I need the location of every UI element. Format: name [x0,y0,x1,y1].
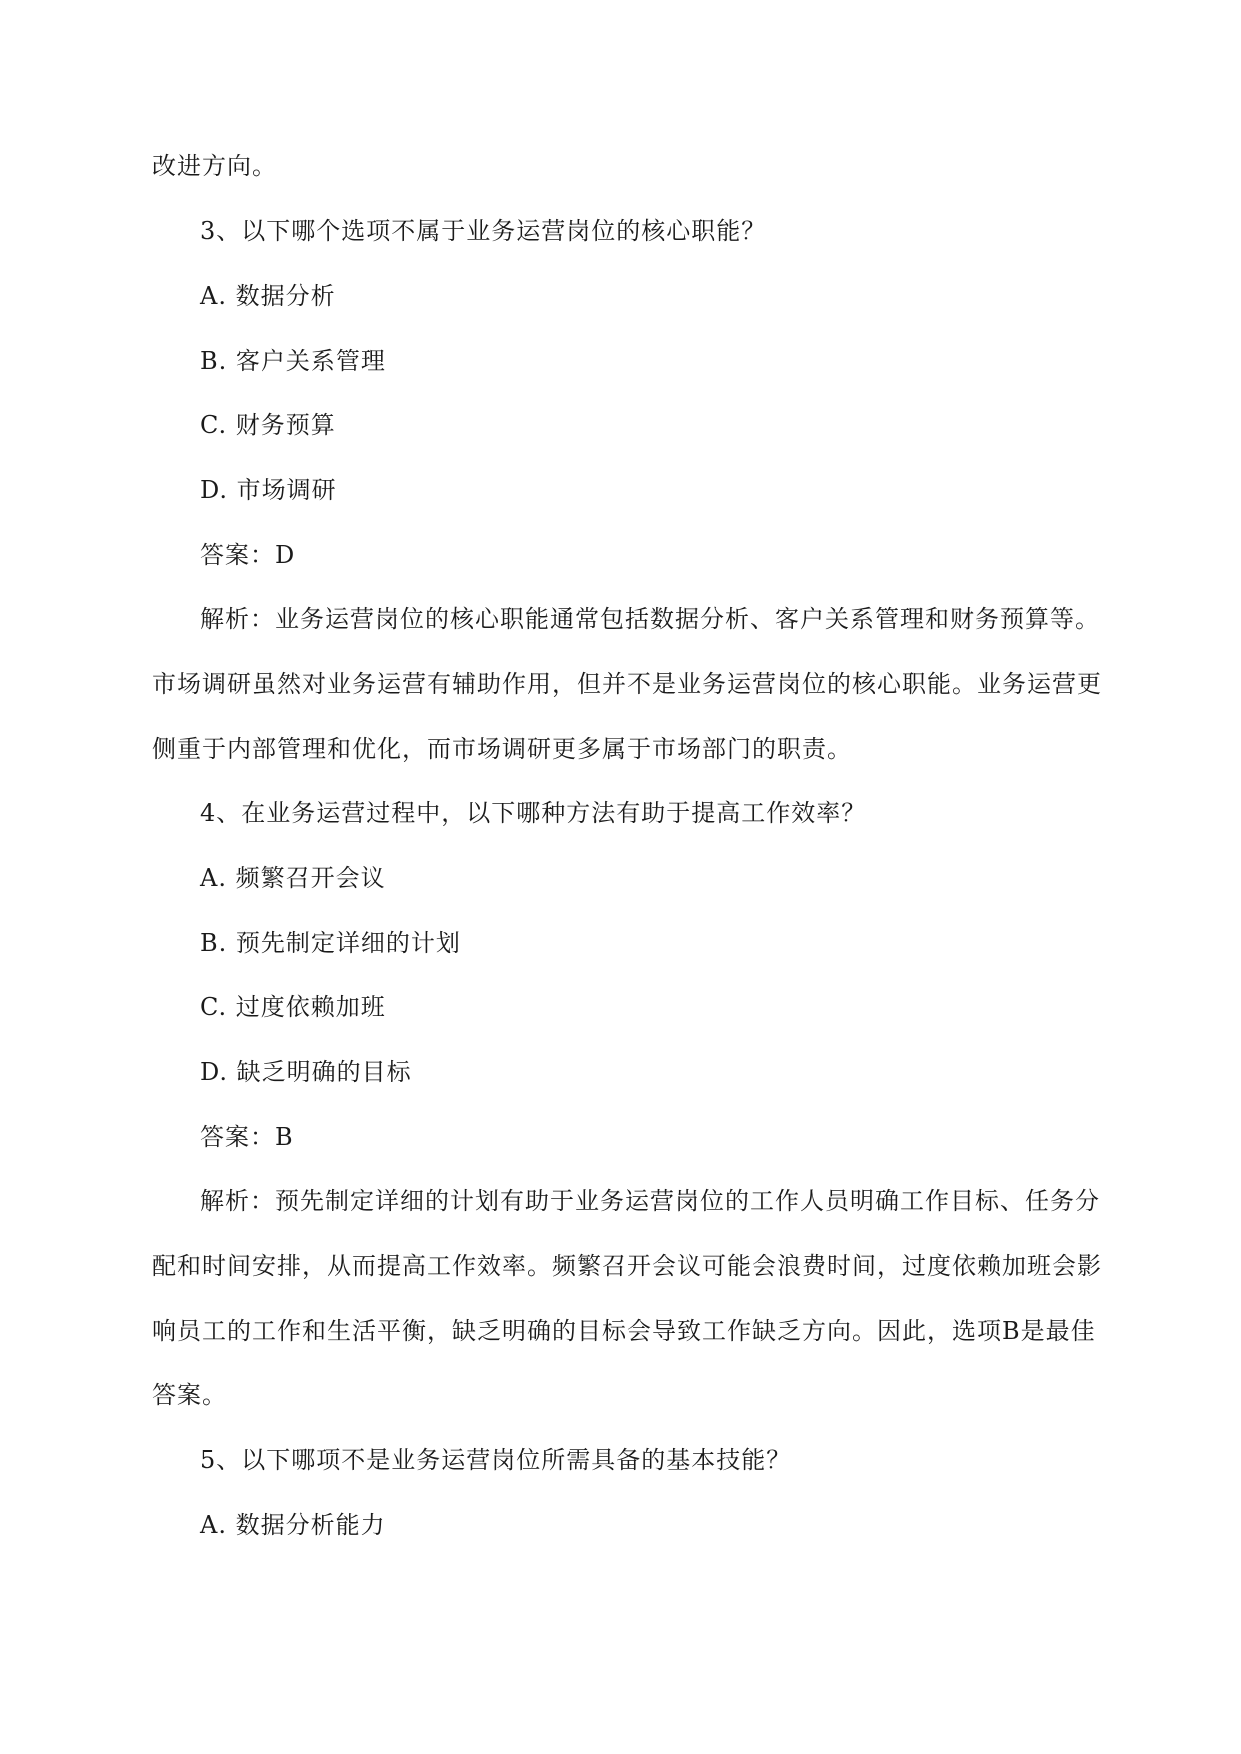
question-3-answer: 答案：D [200,541,296,569]
question-5-option-a: A. 数据分析能力 [200,1511,386,1539]
question-3-option-a: A. 数据分析 [200,282,336,310]
text-line-continuation: 改进方向。 [152,152,277,180]
question-4-explanation-line-4: 答案。 [152,1381,227,1409]
question-4-option-a: A. 频繁召开会议 [200,864,386,892]
question-3-option-c: C. 财务预算 [200,411,336,439]
question-4: 4、在业务运营过程中，以下哪种方法有助于提高工作效率？ [200,799,867,827]
question-3-explanation-line-1: 解析：业务运营岗位的核心职能通常包括数据分析、客户关系管理和财务预算等。 [200,605,1100,633]
question-3: 3、以下哪个选项不属于业务运营岗位的核心职能？ [200,217,767,245]
question-4-explanation-line-2: 配和时间安排，从而提高工作效率。频繁召开会议可能会浪费时间，过度依赖加班会影 [152,1252,1102,1280]
question-4-option-d: D. 缺乏明确的目标 [200,1058,412,1086]
question-4-explanation-line-3: 响员工的工作和生活平衡，缺乏明确的目标会导致工作缺乏方向。因此，选项B是最佳 [152,1317,1096,1345]
question-3-explanation-line-2: 市场调研虽然对业务运营有辅助作用，但并不是业务运营岗位的核心职能。业务运营更 [152,670,1102,698]
question-4-option-b: B. 预先制定详细的计划 [200,929,461,957]
question-3-explanation-line-3: 侧重于内部管理和优化，而市场调研更多属于市场部门的职责。 [152,735,852,763]
question-5: 5、以下哪项不是业务运营岗位所需具备的基本技能？ [200,1446,792,1474]
question-4-explanation-line-1: 解析：预先制定详细的计划有助于业务运营岗位的工作人员明确工作目标、任务分 [200,1187,1100,1215]
question-3-option-d: D. 市场调研 [200,476,337,504]
question-4-answer: 答案：B [200,1123,294,1151]
question-4-option-c: C. 过度依赖加班 [200,993,386,1021]
question-3-option-b: B. 客户关系管理 [200,347,386,375]
